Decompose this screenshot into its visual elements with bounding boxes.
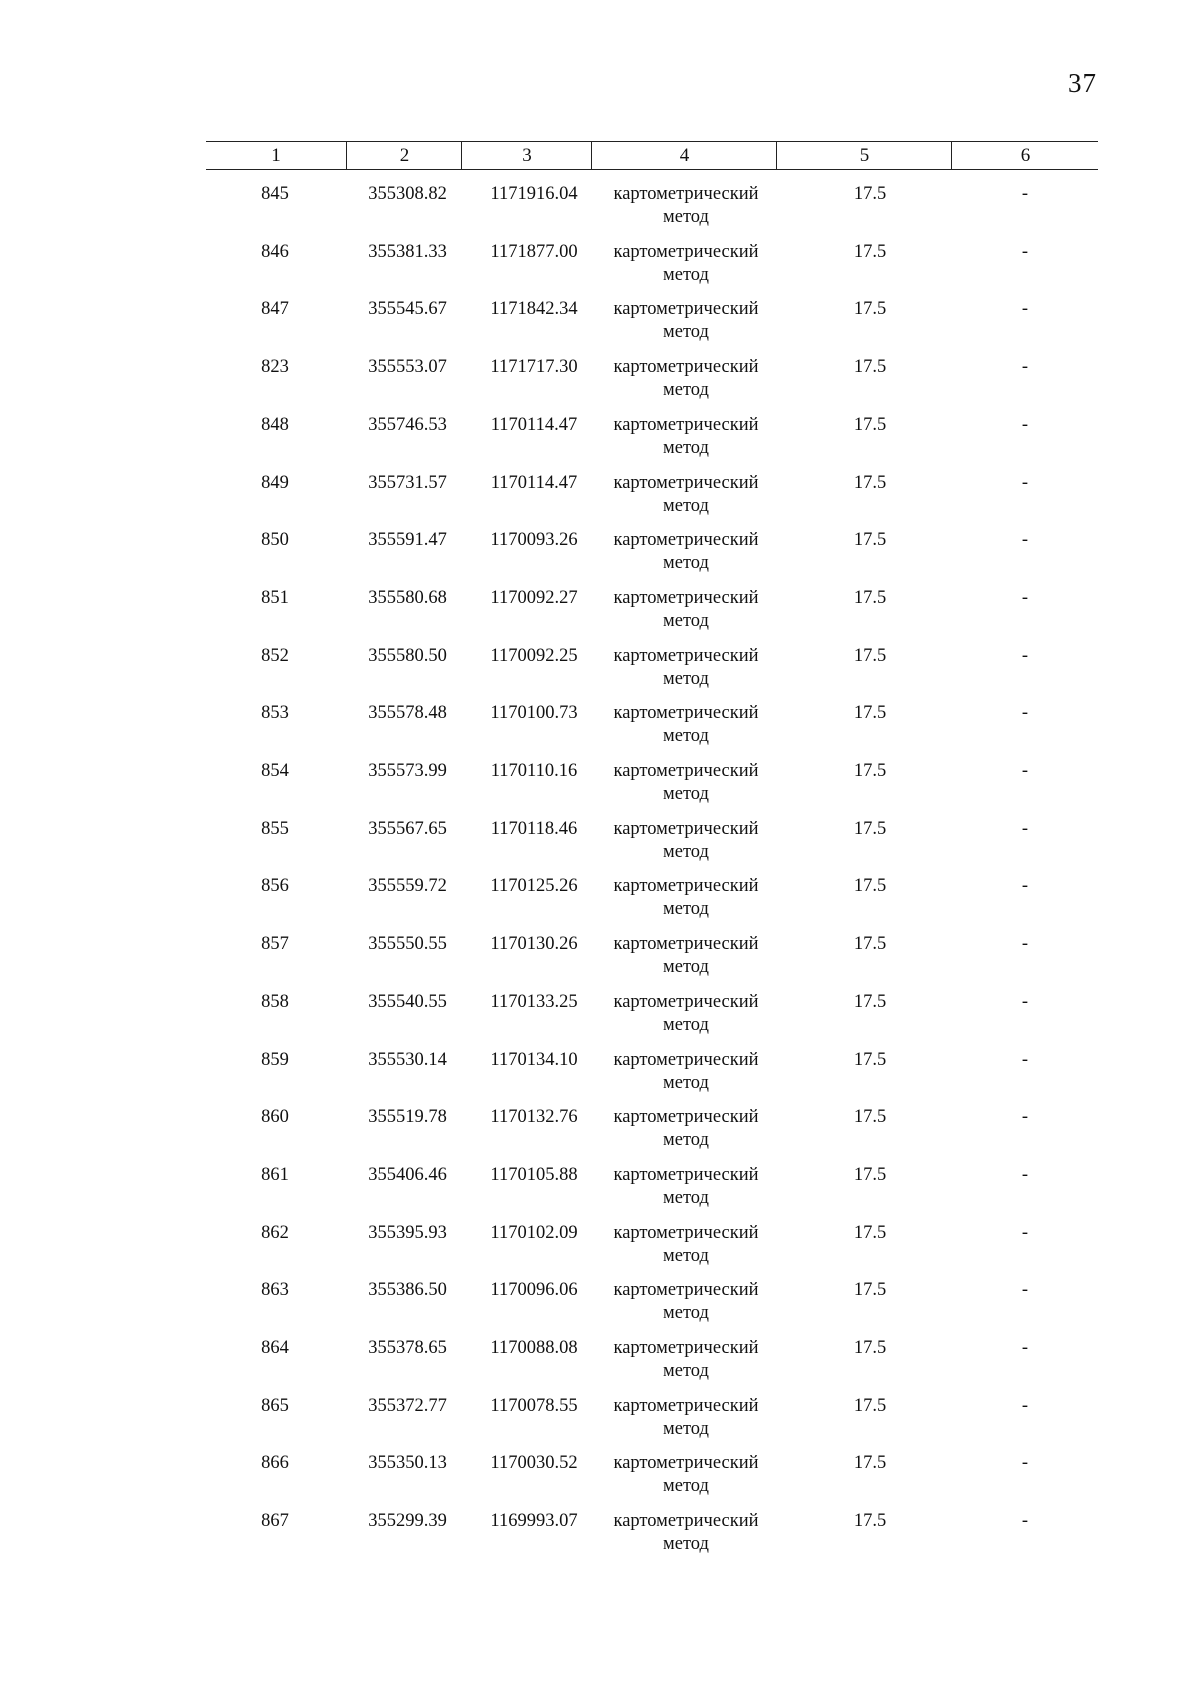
- table-row: [0, 472, 1200, 530]
- method-line-2: метод: [663, 1130, 709, 1151]
- x-coordinate-cell: 355573.99: [368, 761, 447, 781]
- point-number-cell: 847: [261, 299, 289, 320]
- table-header: [206, 141, 1098, 170]
- accuracy-cell: 17.5: [853, 357, 887, 378]
- x-coordinate-cell: 355378.65: [368, 1338, 447, 1358]
- note-cell: -: [1021, 1453, 1029, 1474]
- table-row: [0, 587, 1200, 645]
- table-row: [0, 702, 1200, 760]
- x-coordinate-cell: 355540.55: [368, 991, 447, 1012]
- method-line-1: картометрический: [613, 991, 759, 1012]
- method-line-2: метод: [663, 957, 709, 978]
- method-line-1: картометрический: [613, 934, 759, 955]
- method-line-1: картометрический: [613, 1164, 759, 1185]
- y-coordinate-cell: 1171717.30: [490, 357, 578, 378]
- accuracy-cell: 17.5: [853, 876, 887, 897]
- accuracy-cell: 17.5: [853, 818, 887, 839]
- header-cell-2: 2: [346, 142, 462, 169]
- method-cell: [596, 760, 776, 806]
- point-number-cell: 856: [261, 876, 289, 897]
- method-cell: [596, 933, 776, 979]
- table-row: [0, 1395, 1200, 1453]
- point-number-cell: 865: [261, 1395, 289, 1416]
- note-cell: -: [1021, 530, 1029, 551]
- x-coordinate-cell: 355746.53: [368, 414, 447, 435]
- method-line-1: картометрический: [613, 876, 759, 897]
- x-coordinate-cell: 355553.07: [368, 357, 447, 378]
- y-coordinate-cell: 1170102.09: [490, 1222, 578, 1243]
- y-coordinate-cell: 1169993.07: [490, 1511, 578, 1532]
- method-line-1: картометрический: [613, 1511, 759, 1532]
- table-row: [0, 933, 1200, 991]
- point-number-cell: 848: [261, 414, 289, 435]
- y-coordinate-cell: 1170092.27: [490, 587, 578, 608]
- method-line-2: метод: [663, 841, 709, 862]
- x-coordinate-cell: 355559.72: [368, 876, 447, 897]
- header-cell-4: 4: [591, 142, 777, 169]
- x-coordinate-cell: 355591.47: [368, 530, 447, 551]
- table-row: [0, 1222, 1200, 1280]
- note-cell: -: [1021, 1107, 1029, 1128]
- x-coordinate-cell: 355386.50: [368, 1280, 447, 1301]
- point-number-cell: 861: [261, 1164, 289, 1185]
- note-cell: -: [1021, 991, 1029, 1012]
- y-coordinate-cell: 1170132.76: [490, 1107, 578, 1128]
- y-coordinate-cell: 1170130.26: [490, 934, 578, 955]
- y-coordinate-cell: 1170125.26: [490, 876, 578, 897]
- x-coordinate-cell: 355381.33: [368, 241, 447, 262]
- table-row: [0, 818, 1200, 876]
- note-cell: -: [1021, 472, 1029, 493]
- y-coordinate-cell: 1171842.34: [490, 299, 578, 320]
- accuracy-cell: 17.5: [853, 414, 887, 435]
- method-cell: [596, 702, 776, 748]
- y-coordinate-cell: 1170110.16: [490, 761, 578, 781]
- note-cell: -: [1021, 876, 1029, 897]
- x-coordinate-cell: 355580.50: [368, 645, 447, 666]
- note-cell: -: [1021, 1395, 1029, 1416]
- method-line-2: метод: [663, 264, 709, 285]
- method-cell: [596, 529, 776, 575]
- note-cell: -: [1021, 414, 1029, 435]
- y-coordinate-cell: 1171916.04: [490, 184, 578, 204]
- x-coordinate-cell: 355731.57: [368, 472, 447, 493]
- page-number: 37: [1068, 68, 1097, 98]
- method-cell: [596, 991, 776, 1037]
- method-line-2: метод: [663, 437, 709, 458]
- method-line-2: метод: [663, 899, 709, 920]
- method-line-1: картометрический: [613, 703, 759, 724]
- y-coordinate-cell: 1170114.47: [490, 472, 578, 493]
- method-line-1: картометрический: [613, 1049, 759, 1070]
- table-row: [0, 241, 1200, 299]
- accuracy-cell: 17.5: [853, 703, 887, 724]
- method-cell: [596, 1279, 776, 1325]
- table-row: [0, 1279, 1200, 1337]
- note-cell: -: [1021, 1222, 1029, 1243]
- method-line-2: метод: [663, 1361, 709, 1381]
- table-row: [0, 875, 1200, 933]
- point-number-cell: 853: [261, 703, 289, 724]
- accuracy-cell: 17.5: [853, 530, 887, 551]
- method-cell: [596, 472, 776, 518]
- table-row: [0, 1164, 1200, 1222]
- accuracy-cell: 17.5: [853, 1453, 887, 1474]
- note-cell: -: [1021, 818, 1029, 839]
- table-row: [0, 414, 1200, 472]
- method-line-1: картометрический: [613, 530, 759, 551]
- header-cell-1: 1: [271, 145, 281, 166]
- table-row: [0, 1049, 1200, 1107]
- point-number-cell: 857: [261, 934, 289, 955]
- accuracy-cell: 17.5: [853, 241, 887, 262]
- method-cell: [596, 183, 776, 229]
- method-line-1: картометрический: [613, 1107, 759, 1128]
- method-line-1: картометрический: [613, 472, 759, 493]
- x-coordinate-cell: 355299.39: [368, 1511, 447, 1532]
- point-number-cell: 859: [261, 1049, 289, 1070]
- point-number-cell: 849: [261, 472, 289, 493]
- accuracy-cell: 17.5: [853, 645, 887, 666]
- point-number-cell: 845: [261, 184, 289, 204]
- y-coordinate-cell: 1170134.10: [490, 1049, 578, 1070]
- note-cell: -: [1021, 761, 1029, 781]
- method-line-2: метод: [663, 784, 709, 804]
- accuracy-cell: 17.5: [853, 1164, 887, 1185]
- table-row: [0, 760, 1200, 818]
- table-row: [0, 356, 1200, 414]
- point-number-cell: 860: [261, 1107, 289, 1128]
- method-line-1: картометрический: [613, 357, 759, 378]
- method-line-2: метод: [663, 1476, 709, 1497]
- header-cell-6: 6: [951, 142, 1099, 169]
- method-line-2: метод: [663, 207, 709, 227]
- accuracy-cell: 17.5: [853, 934, 887, 955]
- method-cell: [596, 818, 776, 864]
- method-cell: [596, 1510, 776, 1556]
- y-coordinate-cell: 1170093.26: [490, 530, 578, 551]
- method-line-1: картометрический: [613, 761, 759, 781]
- method-cell: [596, 1164, 776, 1210]
- method-line-1: картометрический: [613, 241, 759, 262]
- y-coordinate-cell: 1170105.88: [490, 1164, 578, 1185]
- x-coordinate-cell: 355580.68: [368, 587, 447, 608]
- point-number-cell: 863: [261, 1280, 289, 1301]
- method-cell: [596, 1395, 776, 1441]
- accuracy-cell: 17.5: [853, 991, 887, 1012]
- table-row: [0, 645, 1200, 703]
- note-cell: -: [1021, 1049, 1029, 1070]
- note-cell: -: [1021, 1280, 1029, 1301]
- accuracy-cell: 17.5: [853, 587, 887, 608]
- method-cell: [596, 1049, 776, 1095]
- x-coordinate-cell: 355578.48: [368, 703, 447, 724]
- accuracy-cell: 17.5: [853, 184, 887, 204]
- method-line-1: картометрический: [613, 1222, 759, 1243]
- method-line-2: метод: [663, 1187, 709, 1208]
- point-number-cell: 855: [261, 818, 289, 839]
- y-coordinate-cell: 1170118.46: [490, 818, 578, 839]
- method-line-1: картометрический: [613, 1280, 759, 1301]
- x-coordinate-cell: 355550.55: [368, 934, 447, 955]
- method-line-2: метод: [663, 1534, 709, 1555]
- x-coordinate-cell: 355406.46: [368, 1164, 447, 1185]
- method-line-1: картометрический: [613, 299, 759, 320]
- accuracy-cell: 17.5: [853, 1395, 887, 1416]
- method-line-2: метод: [663, 1072, 709, 1093]
- table-row: [0, 991, 1200, 1049]
- table-row: [0, 1106, 1200, 1164]
- y-coordinate-cell: 1170088.08: [490, 1338, 578, 1358]
- method-cell: [596, 1222, 776, 1268]
- accuracy-cell: 17.5: [853, 761, 887, 781]
- point-number-cell: 850: [261, 530, 289, 551]
- table-row: [0, 298, 1200, 356]
- y-coordinate-cell: 1170114.47: [490, 414, 578, 435]
- y-coordinate-cell: 1170078.55: [490, 1395, 578, 1416]
- note-cell: -: [1021, 184, 1029, 204]
- accuracy-cell: 17.5: [853, 1280, 887, 1301]
- x-coordinate-cell: 355395.93: [368, 1222, 447, 1243]
- table-row: [0, 1452, 1200, 1510]
- method-cell: [596, 587, 776, 633]
- table-row: [0, 1337, 1200, 1395]
- x-coordinate-cell: 355545.67: [368, 299, 447, 320]
- method-line-1: картометрический: [613, 414, 759, 435]
- point-number-cell: 866: [261, 1453, 289, 1474]
- table-row: [0, 529, 1200, 587]
- point-number-cell: 846: [261, 241, 289, 262]
- accuracy-cell: 17.5: [853, 1222, 887, 1243]
- y-coordinate-cell: 1171877.00: [490, 241, 578, 262]
- note-cell: -: [1021, 703, 1029, 724]
- method-line-2: метод: [663, 1245, 709, 1266]
- method-line-1: картометрический: [613, 1338, 759, 1358]
- x-coordinate-cell: 355567.65: [368, 818, 447, 839]
- x-coordinate-cell: 355350.13: [368, 1453, 447, 1474]
- note-cell: -: [1021, 587, 1029, 608]
- method-cell: [596, 298, 776, 344]
- note-cell: -: [1021, 1338, 1029, 1358]
- x-coordinate-cell: 355519.78: [368, 1107, 447, 1128]
- table-row: [0, 183, 1200, 241]
- method-line-1: картометрический: [613, 587, 759, 608]
- method-cell: [596, 241, 776, 287]
- method-line-2: метод: [663, 610, 709, 631]
- method-line-2: метод: [663, 495, 709, 516]
- header-cell-3: 3: [461, 142, 592, 169]
- note-cell: -: [1021, 357, 1029, 378]
- method-line-1: картометрический: [613, 1453, 759, 1474]
- accuracy-cell: 17.5: [853, 1338, 887, 1358]
- method-line-2: метод: [663, 1418, 709, 1439]
- point-number-cell: 823: [261, 357, 289, 378]
- point-number-cell: 852: [261, 645, 289, 666]
- method-line-2: метод: [663, 1303, 709, 1324]
- note-cell: -: [1021, 299, 1029, 320]
- y-coordinate-cell: 1170092.25: [490, 645, 578, 666]
- accuracy-cell: 17.5: [853, 1107, 887, 1128]
- method-cell: [596, 1452, 776, 1498]
- y-coordinate-cell: 1170096.06: [490, 1280, 578, 1301]
- method-line-1: картометрический: [613, 818, 759, 839]
- point-number-cell: 858: [261, 991, 289, 1012]
- method-line-1: картометрический: [613, 184, 759, 204]
- method-cell: [596, 875, 776, 921]
- y-coordinate-cell: 1170100.73: [490, 703, 578, 724]
- accuracy-cell: 17.5: [853, 1049, 887, 1070]
- note-cell: -: [1021, 934, 1029, 955]
- note-cell: -: [1021, 1511, 1029, 1532]
- method-cell: [596, 414, 776, 460]
- method-line-2: метод: [663, 553, 709, 574]
- point-number-cell: 862: [261, 1222, 289, 1243]
- y-coordinate-cell: 1170133.25: [490, 991, 578, 1012]
- method-line-2: метод: [663, 1014, 709, 1035]
- x-coordinate-cell: 355530.14: [368, 1049, 447, 1070]
- method-line-2: метод: [663, 668, 709, 689]
- note-cell: -: [1021, 645, 1029, 666]
- method-cell: [596, 356, 776, 402]
- method-line-2: метод: [663, 322, 709, 343]
- x-coordinate-cell: 355372.77: [368, 1395, 447, 1416]
- point-number-cell: 851: [261, 587, 289, 608]
- header-cell-5: 5: [776, 142, 952, 169]
- method-cell: [596, 645, 776, 691]
- method-cell: [596, 1106, 776, 1152]
- method-line-2: метод: [663, 726, 709, 747]
- point-number-cell: 864: [261, 1338, 289, 1358]
- x-coordinate-cell: 355308.82: [368, 184, 447, 204]
- accuracy-cell: 17.5: [853, 1511, 887, 1532]
- y-coordinate-cell: 1170030.52: [490, 1453, 578, 1474]
- method-cell: [596, 1337, 776, 1383]
- note-cell: -: [1021, 241, 1029, 262]
- point-number-cell: 854: [261, 761, 289, 781]
- accuracy-cell: 17.5: [853, 299, 887, 320]
- note-cell: -: [1021, 1164, 1029, 1185]
- method-line-2: метод: [663, 380, 709, 401]
- method-line-1: картометрический: [613, 645, 759, 666]
- method-line-1: картометрический: [613, 1395, 759, 1416]
- point-number-cell: 867: [261, 1511, 289, 1532]
- table-row: [0, 1510, 1200, 1568]
- accuracy-cell: 17.5: [853, 472, 887, 493]
